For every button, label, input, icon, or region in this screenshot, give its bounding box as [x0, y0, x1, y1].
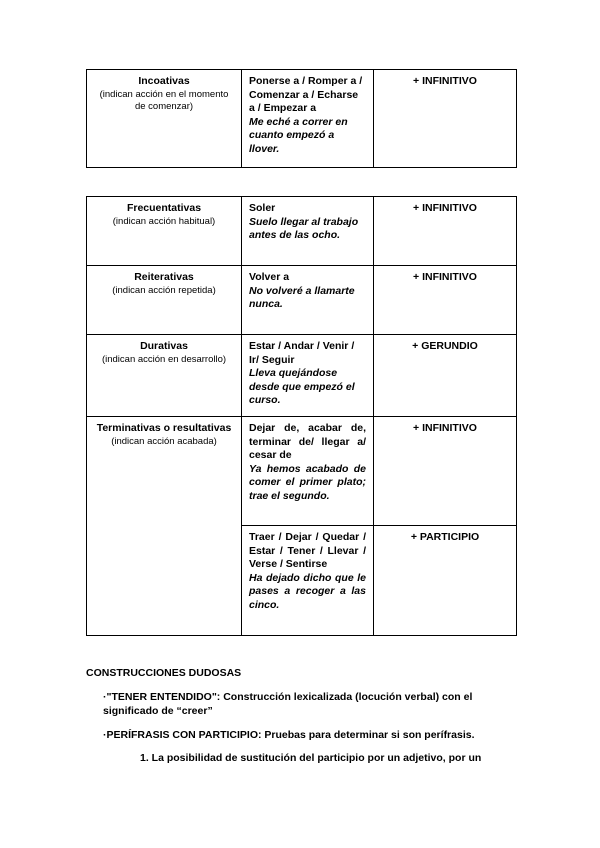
form-cell: + INFINITIVO [374, 266, 517, 335]
example-text: No volveré a llamarte nunca. [249, 284, 355, 310]
bullet-mark: · [103, 729, 107, 741]
verbs-text: Ponerse a / Romper a / Comenzar a / Echarse a / Empezar a [249, 75, 363, 114]
bullet-term: PERÍFRASIS CON PARTICIPIO [106, 729, 258, 741]
list-item [103, 728, 523, 742]
category-name: Reiterativas [134, 271, 194, 283]
category-description: (indican acción acabada) [111, 435, 217, 447]
table-row [87, 266, 517, 335]
verbs-text: Soler [249, 202, 276, 214]
category-description: (indican acción habitual) [112, 215, 216, 227]
bullet-mark: · [103, 691, 107, 703]
category-name: Terminativas o resultativas [96, 422, 232, 434]
verbs-text: Traer / Dejar / Quedar / Estar / Tener / Llevar / Verse / Sentirse [249, 531, 366, 570]
table-row [87, 417, 517, 526]
example-text: Lleva quejándose desde que empezó el curso. [249, 367, 355, 406]
example-text: Ha dejado dicho que le pases a recoger a las cinco. [249, 571, 366, 611]
example-text: Suelo llegar al trabajo antes de las ocho. [249, 215, 359, 241]
category-name: Incoativas [138, 75, 190, 87]
section-title: CONSTRUCCIONES DUDOSAS [86, 667, 242, 679]
verbs-cell [242, 70, 374, 168]
table-row [87, 70, 517, 168]
form-cell: + INFINITIVO [374, 197, 517, 266]
bullet-term: "TENER ENTENDIDO" [106, 691, 217, 703]
list-item [103, 690, 523, 718]
category-cell [87, 70, 242, 168]
verbs-cell [242, 197, 374, 266]
verbs-text: Dejar de, acabar de, terminar de/ llegar a/ cesar de [249, 422, 366, 461]
verbs-text: Estar / Andar / Venir / Ir/ Seguir [249, 340, 355, 366]
form-cell: + INFINITIVO [374, 417, 517, 526]
verbs-text: Volver a [249, 271, 290, 283]
form-cell: + INFINITIVO [374, 70, 517, 168]
example-text: Ya hemos acabado de comer el primer plato; trae el segundo. [249, 462, 366, 502]
category-name: Durativas [140, 340, 188, 352]
category-cell [87, 417, 242, 636]
bullet-text: : Construcción lexicalizada (locución verbal) con el significado de “creer” [103, 691, 473, 717]
verbs-cell [242, 335, 374, 417]
category-cell [87, 197, 242, 266]
category-cell [87, 335, 242, 417]
form-cell: + GERUNDIO [374, 335, 517, 417]
table-row [87, 335, 517, 417]
verbs-cell [242, 417, 374, 526]
numbered-item: 1. La posibilidad de sustitución del participio por un adjetivo, por un [140, 752, 482, 764]
perifrasis-table-1 [86, 69, 517, 168]
verbs-cell [242, 266, 374, 335]
bullet-text: : Pruebas para determinar si son perífrasis. [258, 729, 475, 741]
category-cell [87, 266, 242, 335]
example-text: Me eché a correr en cuanto empezó a llover. [249, 115, 348, 155]
category-description: (indican acción en el momento de comenzar) [99, 88, 229, 112]
category-name: Frecuentativas [126, 202, 202, 214]
form-cell: + PARTICIPIO [374, 526, 517, 636]
perifrasis-table-2 [86, 196, 517, 636]
table-row [87, 197, 517, 266]
category-description: (indican acción repetida) [112, 284, 216, 296]
category-description: (indican acción en desarrollo) [101, 353, 227, 365]
verbs-cell [242, 526, 374, 636]
